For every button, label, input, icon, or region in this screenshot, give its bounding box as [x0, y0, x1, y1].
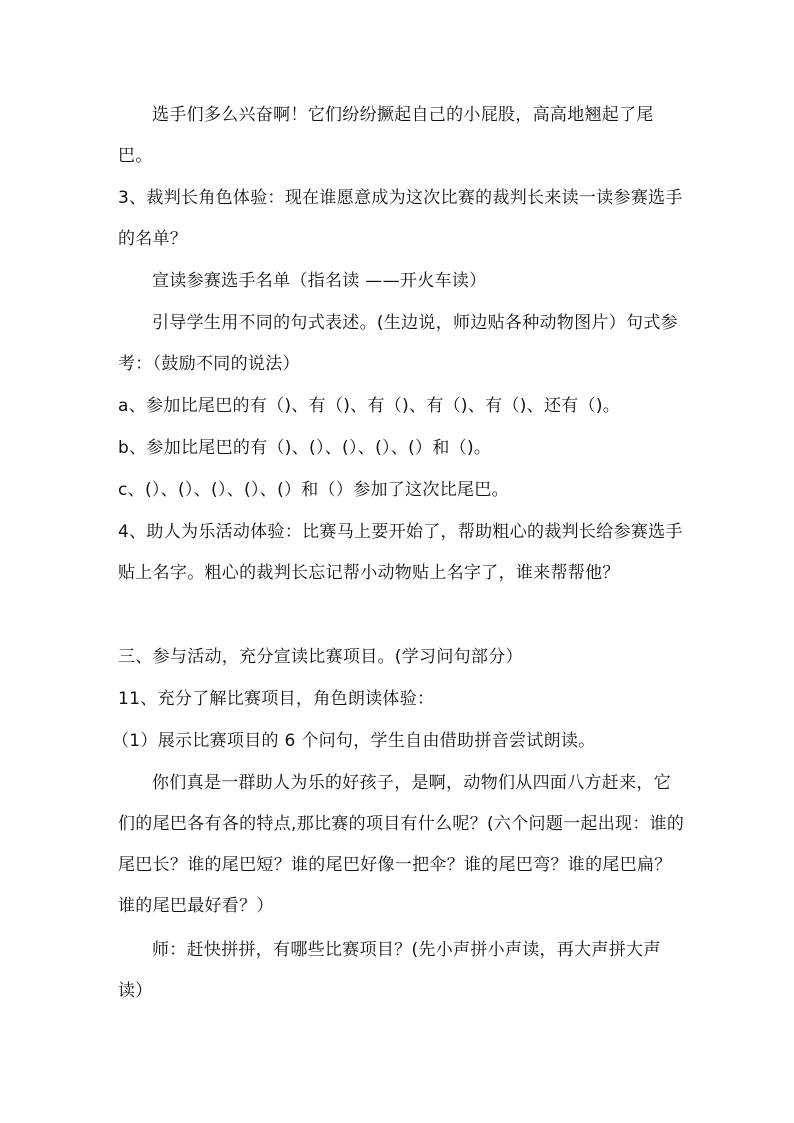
paragraph-7: c、(）、(）、(）、(）、(）和（）参加了这次比尾巴。: [118, 480, 509, 500]
paragraph-6: b、参加比尾巴的有（)、(）、(）、(）、(）和（)。: [118, 438, 492, 458]
paragraph-12: 你们真是一群助人为乐的好孩子，是啊，动物们从四面八方赶来，它们的尾巴各有各的特点,那比赛的项目有什么呢？(六个问题一起出现：谁的尾巴长？谁的尾巴短？谁的尾巴好像一把伞？谁的尾巴弯？谁的尾巴扁？谁的尾巴最好看？）: [118, 773, 685, 916]
paragraph-1: 选手们多么兴奋啊！它们纷纷撅起自己的小屁股，高高地翘起了尾巴。: [118, 105, 654, 166]
paragraph-3: 宣读参赛选手名单（指名读 ——开火车读）: [152, 271, 487, 291]
paragraph-10: 11、充分了解比赛项目，角色朗读体验：: [118, 689, 435, 709]
paragraph-13: 师：赶快拼拼，有哪些比赛项目？(先小声拼小声读，再大声拼大声读）: [118, 940, 661, 1001]
paragraph-8: 4、助人为乐活动体验：比赛马上要开始了，帮助粗心的裁判长给参赛选手贴上名字。粗心的裁判长忘记帮小动物贴上名字了，谁来帮帮他？: [118, 522, 683, 583]
paragraph-5: a、参加比尾巴的有（)、有（)、有（)、有（)、有（)、还有（)。: [118, 396, 621, 416]
paragraph-9: 三、参与活动，充分宣读比赛项目。(学习问句部分）: [118, 647, 523, 667]
paragraph-2: 3、裁判长角色体验：现在谁愿意成为这次比赛的裁判长来读一读参赛选手的名单？: [118, 188, 683, 249]
paragraph-4: 引导学生用不同的句式表述。(生边说，师边贴各种动物图片）句式参考：（鼓励不同的说法）: [118, 313, 678, 374]
paragraph-11: （1）展示比赛项目的 6 个问句，学生自由借助拼音尝试朗读。: [112, 731, 596, 751]
